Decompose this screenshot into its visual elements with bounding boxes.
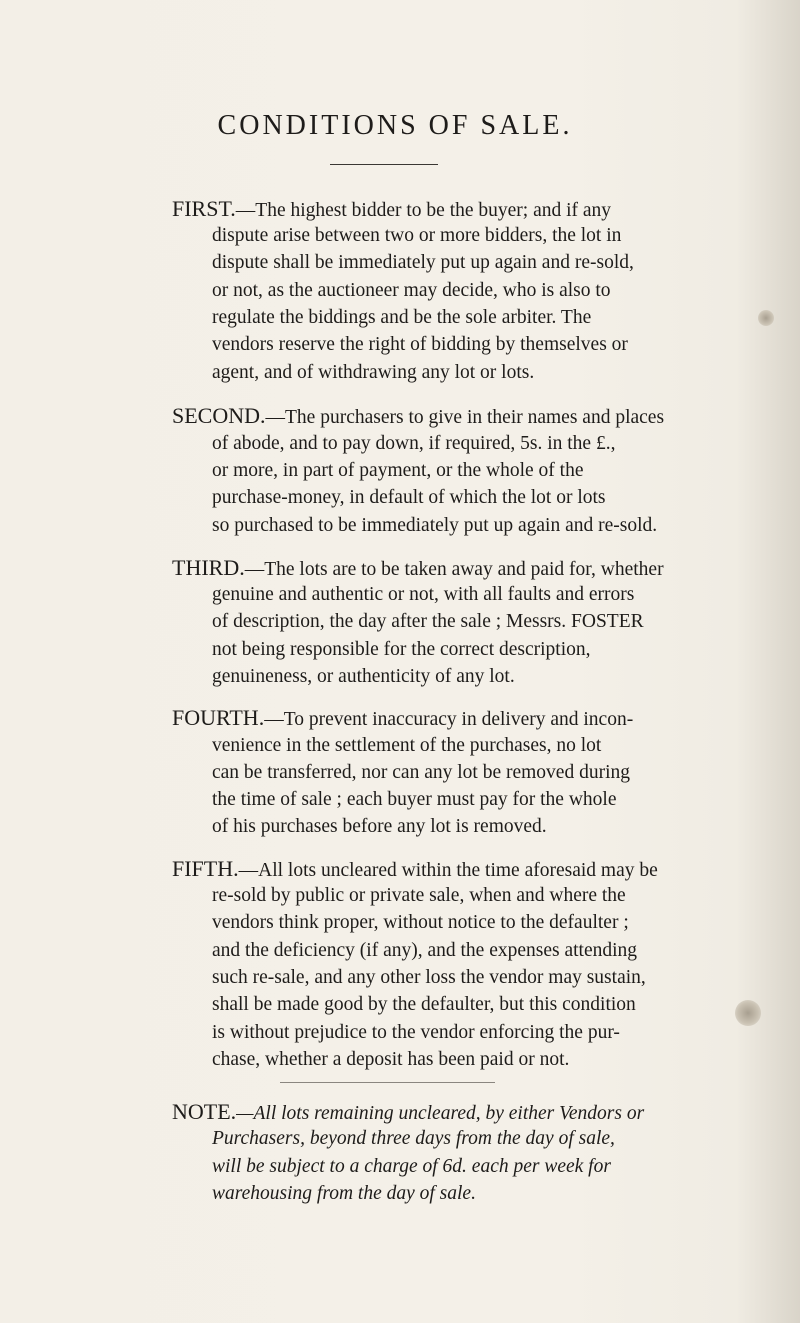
clause-line: FIFTH.—All lots uncleared within the time aforesaid may be <box>172 856 658 881</box>
clause-line: regulate the biddings and be the sole arbiter. The <box>212 307 592 328</box>
clause-heading: SECOND. <box>172 403 266 428</box>
clause-heading: THIRD. <box>172 555 245 580</box>
clause-line: venience in the settlement of the purchases, no lot <box>212 735 602 756</box>
page-blemish <box>758 310 774 326</box>
clause-line: vendors reserve the right of bidding by themselves or <box>212 334 628 355</box>
clause-line: genuineness, or authenticity of any lot. <box>212 666 515 687</box>
clause-line: shall be made good by the defaulter, but this condition <box>212 994 636 1015</box>
clause-heading: FIFTH. <box>172 856 239 881</box>
page-blemish <box>735 1000 761 1026</box>
note-line: NOTE.—All lots remaining uncleared, by either Vendors or <box>172 1099 645 1124</box>
clause-line: can be transferred, nor can any lot be removed during <box>212 762 630 783</box>
note-line: will be subject to a charge of 6d. each per week for <box>212 1156 611 1177</box>
clause-line: the time of sale ; each buyer must pay for the whole <box>212 789 617 810</box>
clause-line: or more, in part of payment, or the whole of the <box>212 460 584 481</box>
clause-line: of abode, and to pay down, if required, 5s. in the £., <box>212 433 616 454</box>
clause-line: purchase-money, in default of which the lot or lots <box>212 487 606 508</box>
clause-line: of his purchases before any lot is removed. <box>212 816 547 837</box>
clause-line: and the deficiency (if any), and the expenses attending <box>212 940 638 961</box>
clause-heading: FIRST. <box>172 196 236 221</box>
clause-heading: FOURTH. <box>172 705 265 730</box>
clause-line: such re-sale, and any other loss the vendor may sustain, <box>212 967 646 988</box>
clause-line: re-sold by public or private sale, when and where the <box>212 885 626 906</box>
clause-line: or not, as the auctioneer may decide, who is also to <box>212 280 611 301</box>
note-line: warehousing from the day of sale. <box>212 1183 476 1204</box>
clause-line: dispute arise between two or more bidders, the lot in <box>212 225 622 246</box>
clause-line: SECOND.—The purchasers to give in their names and places <box>172 403 665 428</box>
note-line: Purchasers, beyond three days from the day of sale, <box>212 1128 615 1149</box>
page-title: CONDITIONS OF SALE. <box>217 110 573 141</box>
clause-line: genuine and authentic or not, with all faults and errors <box>212 584 635 605</box>
clause-line: so purchased to be immediately put up again and re-sold. <box>212 515 658 536</box>
clause-line: chase, whether a deposit has been paid or not. <box>212 1049 570 1070</box>
clause-line: FIRST.—The highest bidder to be the buyer; and if any <box>172 196 612 221</box>
clause-line: FOURTH.—To prevent inaccuracy in delivery and incon- <box>172 705 634 730</box>
note-divider <box>280 1082 495 1083</box>
clause-line: THIRD.—The lots are to be taken away and paid for, whether <box>172 555 664 580</box>
clause-line: of description, the day after the sale ; Messrs. FOSTER <box>212 611 644 632</box>
clause-line: agent, and of withdrawing any lot or lots. <box>212 362 535 383</box>
clause-line: dispute shall be immediately put up again and re-sold, <box>212 252 634 273</box>
clause-line: vendors think proper, without notice to the defaulter ; <box>212 912 629 933</box>
clause-line: not being responsible for the correct description, <box>212 639 591 660</box>
clause-line: is without prejudice to the vendor enforcing the pur- <box>212 1022 620 1043</box>
note-heading: NOTE. <box>172 1099 237 1124</box>
